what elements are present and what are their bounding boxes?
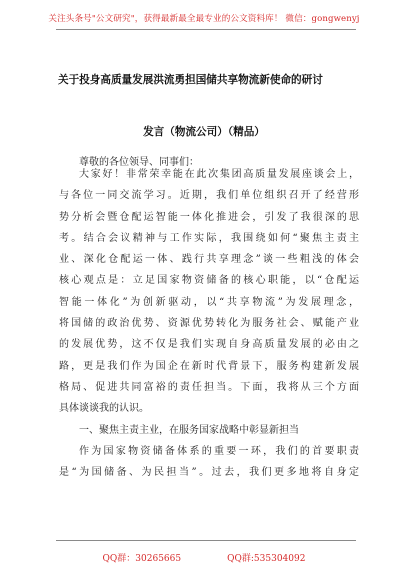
document-title-line-1: 关于投身高质量发展洪流勇担国储共享物流新使命的研讨	[58, 74, 323, 86]
body-line: 智能一体化”为创新驱动，以“共享物流”为发展理念，	[59, 296, 359, 308]
body-line: 与各位一同交流学习。近期，我们单位组织召开了经营形	[59, 190, 359, 202]
body-line: 的发展优势，这不仅是我们实现自身高质量发展的必由之	[59, 339, 359, 351]
body-line: 具体谈谈我的认识。	[59, 403, 149, 415]
document-body	[59, 164, 359, 483]
greeting: 尊敬的各位领导、同事们：	[79, 157, 199, 168]
body-line: 大家好！非常荣幸能在此次集团高质量发展座谈会上，	[79, 169, 359, 180]
header-divider	[56, 29, 356, 30]
footer-qq-group-2: QQ群:535304092	[227, 554, 306, 564]
body-line: 是“为国储备、为民担当”。过去，我们更多地将自身定	[59, 467, 359, 479]
section-heading: 一、聚焦主责主业，在服务国家战略中彰显新担当	[79, 424, 299, 436]
document-title-line-2: 发言（物流公司）（精品）	[143, 126, 265, 138]
body-line: 路，更是我们作为国企在新时代背景下，服务构建新发展	[59, 360, 359, 372]
footer-qq-group-1: QQ群：30265665	[102, 554, 182, 564]
header-banner: 关注头条号"公文研究"，获得最新最全最专业的公文资料库！ 微信：gongwenyj	[48, 14, 360, 24]
footer	[0, 551, 408, 564]
body-line: 势分析会暨仓配运智能一体化推进会，引发了我很深的思	[59, 211, 359, 223]
body-line: 核心观点是：立足国家物资储备的核心职能，以“仓配运	[59, 275, 359, 287]
footer-divider	[56, 540, 356, 541]
body-line: 业、深化仓配运一体、践行共享理念”谈一些粗浅的体会	[59, 254, 359, 266]
body-line: 格局、促进共同富裕的责任担当。下面，我将从三个方面	[59, 381, 359, 393]
body-line: 将国储的政治优势、资源优势转化为服务社会、赋能产业	[59, 318, 359, 330]
body-line: 考。结合会议精神与工作实际，我围绕如何“聚焦主责主	[59, 232, 359, 244]
body-line: 作为国家物资储备体系的重要一环，我们的首要职责	[79, 445, 359, 457]
